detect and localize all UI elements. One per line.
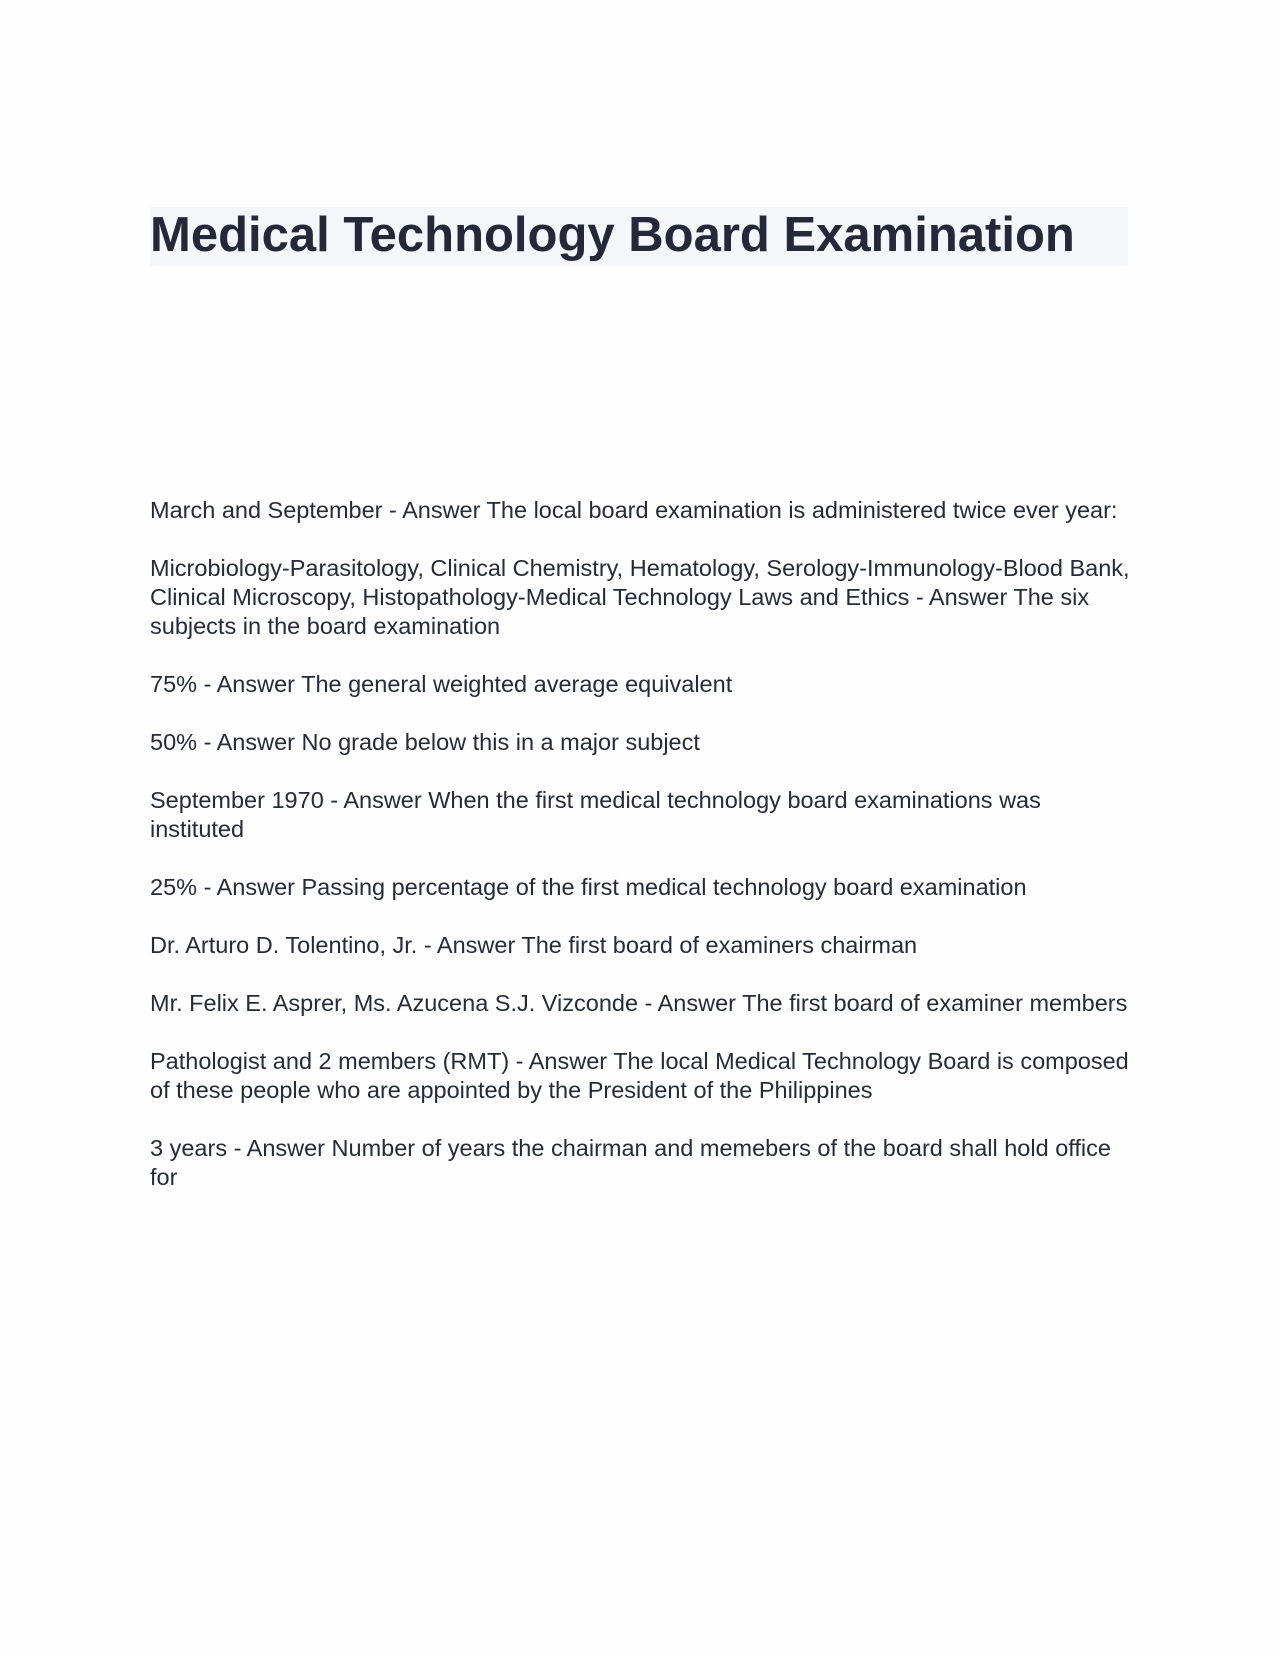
qa-item: September 1970 - Answer When the first medical technology board examinations was instituted: [150, 787, 1041, 842]
qa-item: Pathologist and 2 members (RMT) - Answer The local Medical Technology Board is composed of these people who are appointed by the President of the Philippines: [150, 1048, 1129, 1103]
qa-item: March and September - Answer The local board examination is administered twice ever year:: [150, 497, 1118, 523]
page-title: Medical Technology Board Examination: [150, 208, 1075, 262]
qa-item: Microbiology-Parasitology, Clinical Chemistry, Hematology, Serology-Immunology-Blood Bank, Clinical Microscopy, Histopathology-Medical Technology Laws and Ethics - Answer The six subjects in the board examination: [150, 555, 1130, 639]
qa-item: 3 years - Answer Number of years the chairman and memebers of the board shall hold office for: [150, 1135, 1111, 1190]
qa-item: 25% - Answer Passing percentage of the first medical technology board examination: [150, 874, 1027, 900]
qa-list: [150, 496, 1140, 1221]
qa-item: Mr. Felix E. Asprer, Ms. Azucena S.J. Vizconde - Answer The first board of examiner members: [150, 990, 1128, 1016]
qa-item: Dr. Arturo D. Tolentino, Jr. - Answer The first board of examiners chairman: [150, 932, 918, 958]
qa-item: 50% - Answer No grade below this in a major subject: [150, 729, 700, 755]
qa-item: 75% - Answer The general weighted average equivalent: [150, 671, 733, 697]
